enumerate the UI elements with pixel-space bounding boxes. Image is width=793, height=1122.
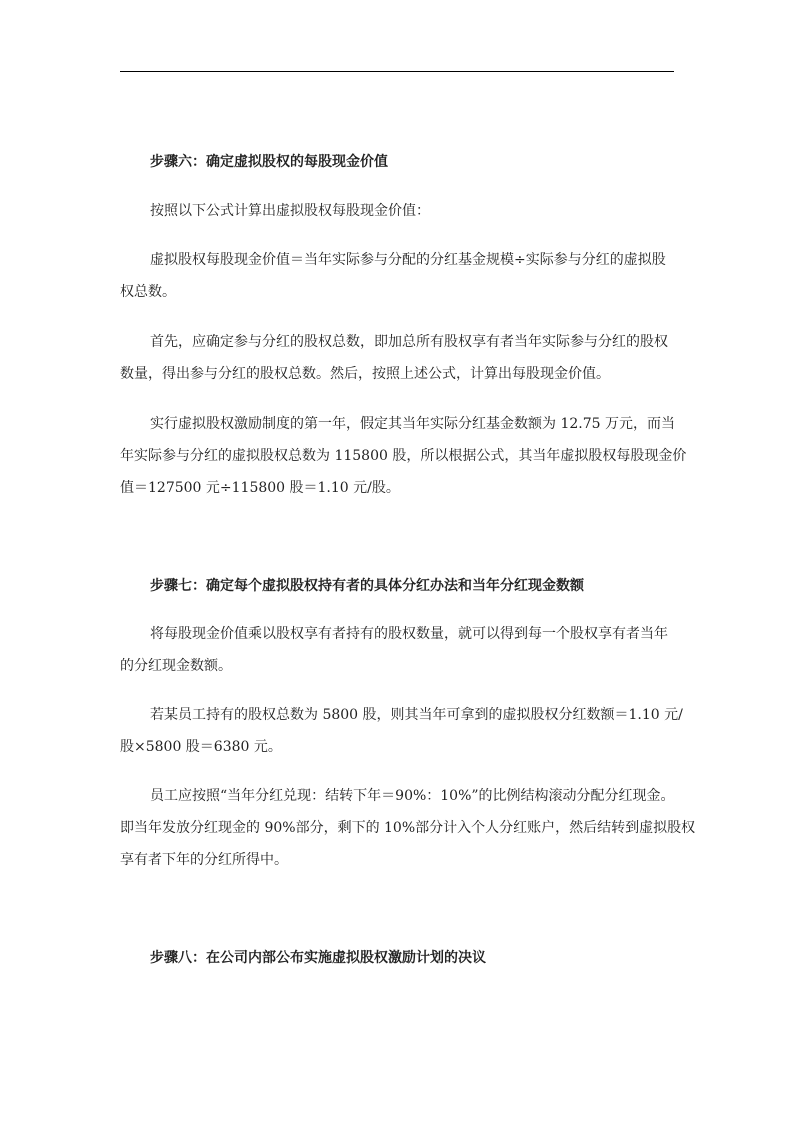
paragraph-line: 将每股现金价值乘以股权享有者持有的股权数量，就可以得到每一个股权享有者当年 [150,626,668,642]
paragraph-line: 值＝127500 元÷115800 股＝1.10 元/股。 [120,480,400,496]
header-rule [120,71,674,72]
paragraph-line: 若某员工持有的股权总数为 5800 股，则其当年可拿到的虚拟股权分红数额＝1.10 元/ [150,707,683,723]
paragraph-line: 股×5800 股＝6380 元。 [120,739,282,755]
paragraph-line: 年实际参与分红的虚拟股权总数为 115800 股，所以根据公式，其当年虚拟股权每股现金价 [120,448,687,464]
paragraph-line: 享有者下年的分红所得中。 [120,852,288,868]
paragraph-line: 即当年发放分红现金的 90%部分，剩下的 10%部分计入个人分红账户，然后结转到虚拟股权 [120,820,696,836]
paragraph-line: 权总数。 [120,284,176,300]
section-heading: 步骤七：确定每个虚拟股权持有者的具体分红办法和当年分红现金数额 [150,578,584,594]
section-heading: 步骤八：在公司内部公布实施虚拟股权激励计划的决议 [150,950,486,966]
paragraph-line: 首先，应确定参与分红的股权总数，即加总所有股权享有者当年实际参与分红的股权 [150,334,668,350]
paragraph-line: 的分红现金数额。 [120,658,232,674]
paragraph-line: 按照以下公式计算出虚拟股权每股现金价值： [150,203,430,219]
paragraph-line: 实行虚拟股权激励制度的第一年，假定其当年实际分红基金数额为 12.75 万元，而当 [150,416,675,432]
section-heading: 步骤六：确定虚拟股权的每股现金价值 [150,154,388,170]
paragraph-line: 员工应按照“当年分红兑现：结转下年＝90%：10%”的比例结构滚动分配分红现金。 [150,788,675,804]
paragraph-line: 数量，得出参与分红的股权总数。然后，按照上述公式，计算出每股现金价值。 [120,366,610,382]
paragraph-line: 虚拟股权每股现金价值＝当年实际参与分配的分红基金规模÷实际参与分红的虚拟股 [150,252,666,268]
